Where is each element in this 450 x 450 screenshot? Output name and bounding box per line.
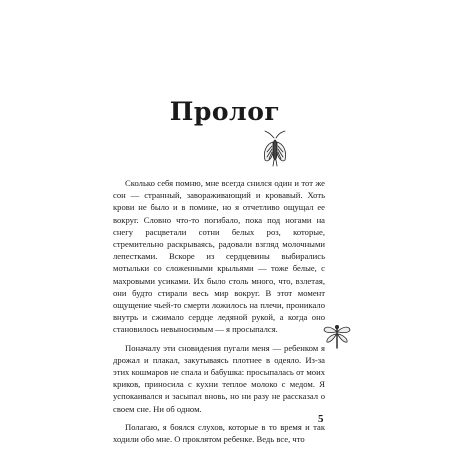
paragraph-3: Полагаю, я боялся слухов, которые в то время и так ходили обо мне. О проклятом ребенке. Ведь все, что (113, 421, 325, 445)
paragraph-2: Поначалу эти сновидения пугали меня — ребенком я дрожал и плакал, закутываясь плотнее в одеяло. Из-за этих кошмаров не спала и бабушка: просыпалась от моих криков, приносила с кухни теплое молоко с медом. Я успокаивался и засыпал вновь, но ни разу не рассказал о своем сне. Ни об одном. (113, 342, 325, 414)
page-number: 5 (318, 413, 324, 425)
chapter-title: Пролог (169, 97, 281, 126)
body-text (113, 177, 325, 445)
moth-icon (260, 130, 290, 168)
dragonfly-icon (322, 322, 352, 350)
paragraph-1: Сколько себя помню, мне всегда снился один и тот же сон — странный, завораживающий и кровавый. Хоть крови не было и в помине, но я отчетливо ощущал ее вокруг. Словно что-то погибало, пока под ногами на снегу расцветали сотни белых роз, которые, стремительно раскрываясь, радовали взгляд молочными лепестками. Вскоре из сердцевины выбирались мотыльки со сложенными крыльями — тоже белые, с махровыми усиками. Их было столь много, что, взлетая, они будто стирали весь мир вокруг. В этот момент ощущение чьей-то смерти ложилось на плечи, проникало внутрь и сжимало сердце ледяной рукой, а когда оно становилось невыносимым — я просыпался. (113, 178, 325, 335)
